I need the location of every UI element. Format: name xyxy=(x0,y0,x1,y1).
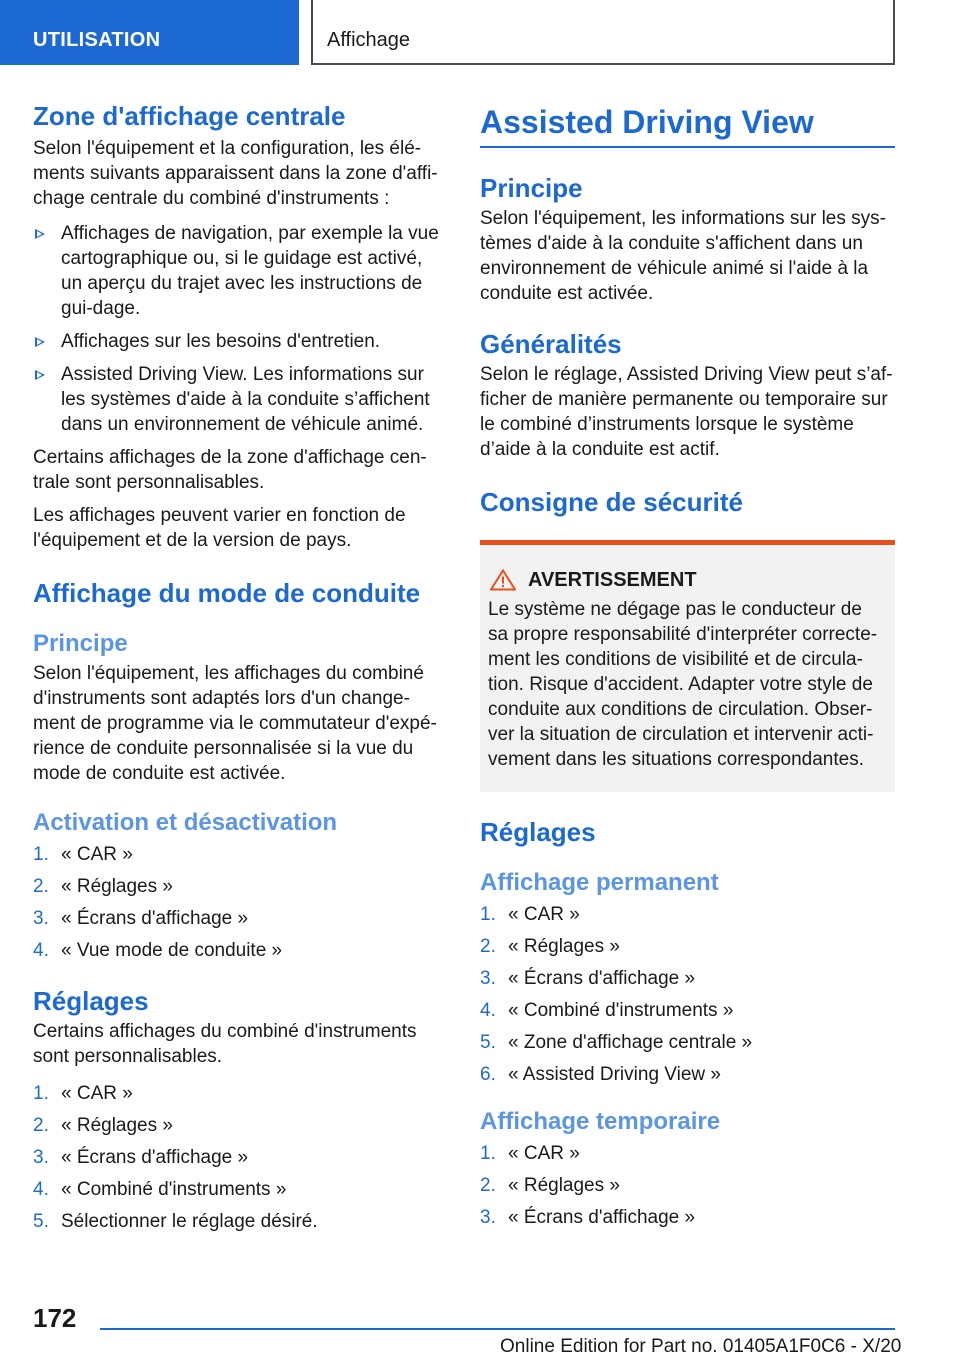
header-section-tab xyxy=(0,0,299,65)
warning-triangle-icon xyxy=(490,569,516,591)
adv-title: Assisted Driving View xyxy=(480,100,895,148)
header-chapter-label: Affichage xyxy=(327,29,411,51)
triangle-bullet-icon xyxy=(35,337,45,347)
list-item: 4. « Combiné d'instruments » xyxy=(33,1179,287,1200)
triangle-bullet-icon xyxy=(35,370,45,380)
page-number: 172 xyxy=(33,1303,77,1333)
list-item: 2. « Réglages » xyxy=(33,1115,173,1136)
list-item: 3. « Écrans d'affichage » xyxy=(33,908,249,929)
zone-title: Zone d'affichage centrale xyxy=(33,101,346,131)
reglages-steps xyxy=(33,1081,448,1234)
zone-paragraph-2: Certains affichages de la zone d'affichage cen-trale sont personnalisables. xyxy=(33,447,427,493)
list-item: 6. « Assisted Driving View » xyxy=(480,1064,721,1085)
right-reglages-title: Réglages xyxy=(480,817,596,847)
list-item: Affichages de navigation, par exemple la vue cartographique ou, si le guidage est activé, un aperçu du trajet avec les instructions de gui-dage. xyxy=(33,221,448,321)
warning-label: AVERTISSEMENT xyxy=(528,569,697,591)
activation-title: Activation et désactivation xyxy=(33,809,338,836)
list-item: 3. « Écrans d'affichage » xyxy=(480,968,696,989)
temporaire-steps xyxy=(480,1141,895,1230)
triangle-bullet-icon xyxy=(35,229,45,239)
list-item: 3. « Écrans d'affichage » xyxy=(33,1147,249,1168)
list-item: 2. « Réglages » xyxy=(480,936,620,957)
zone-items-list xyxy=(33,221,448,437)
list-item: 2. « Réglages » xyxy=(33,876,173,897)
reglages-text: Certains affichages du combiné d'instruments sont personnalisables. xyxy=(33,1021,417,1067)
consigne-title: Consigne de sécurité xyxy=(480,487,743,517)
mode-principe-title: Principe xyxy=(33,630,128,657)
zone-intro: Selon l'équipement et la configuration, les élé-ments suivants apparaissent dans la zone d'affi-chage centrale du combiné d'instruments : xyxy=(33,138,438,209)
adv-principe-text: Selon l'équipement, les informations sur les sys-tèmes d'aide à la conduite s'affichent dans un environnement de véhicule animé si l'aide à la conduite est activée. xyxy=(480,208,886,304)
header-chapter-box xyxy=(311,0,895,65)
adv-principe-title: Principe xyxy=(480,173,583,203)
right-column xyxy=(480,100,895,1237)
warning-box xyxy=(480,540,895,792)
list-item: Affichages sur les besoins d'entretien. xyxy=(33,329,448,354)
temporaire-title: Affichage temporaire xyxy=(480,1108,721,1135)
list-item: 4. « Vue mode de conduite » xyxy=(33,940,283,961)
list-item: 4. « Combiné d'instruments » xyxy=(480,1000,734,1021)
left-column xyxy=(33,100,448,1241)
list-item: Assisted Driving View. Les informations sur les systèmes d'aide à la conduite s’affichent dans un environnement de véhicule animé. xyxy=(33,362,448,437)
header-section-label: UTILISATION xyxy=(33,29,161,51)
mode-title: Affichage du mode de conduite xyxy=(33,578,421,608)
warning-header xyxy=(488,567,887,593)
zone-paragraph-3: Les affichages peuvent varier en fonction de l'équipement et de la version de pays. xyxy=(33,505,406,551)
list-item: 1. « CAR » xyxy=(480,1143,580,1164)
permanent-title: Affichage permanent xyxy=(480,869,719,896)
generalites-title: Généralités xyxy=(480,329,622,359)
mode-principe-text: Selon l'équipement, les affichages du combiné d'instruments sont adaptés lors d'un change-ment de programme via le commutateur d'expé-rience de conduite personnalisée si la vue du mode de conduite est activée. xyxy=(33,663,437,784)
footer-edition: Online Edition for Part no. 01405A1F0C6 - X/20 xyxy=(500,1336,902,1357)
list-item: 5. « Zone d'affichage centrale » xyxy=(480,1032,753,1053)
list-item: 2. « Réglages » xyxy=(480,1175,620,1196)
list-item: 1. « CAR » xyxy=(33,1083,133,1104)
warning-text: Le système ne dégage pas le conducteur de sa propre responsabilité d'interpréter correcte-ment les conditions de visibilité et de circula-tion. Risque d'accident. Adapter votre style de conduite aux conditions de circulation. Obser-ver la situation de circulation et intervenir acti-vement dans les situations correspondantes. xyxy=(488,599,878,770)
permanent-steps xyxy=(480,902,895,1087)
reglages-title: Réglages xyxy=(33,986,149,1016)
list-item: 1. « CAR » xyxy=(480,904,580,925)
list-item: 5. Sélectionner le réglage désiré. xyxy=(33,1211,318,1232)
generalites-text: Selon le réglage, Assisted Driving View peut s’af-ficher de manière permanente ou temporaire sur le combiné d’instruments lorsque le système d’aide à la conduite est actif. xyxy=(480,364,893,460)
footer-divider xyxy=(100,1328,895,1330)
list-item: 3. « Écrans d'affichage » xyxy=(480,1207,696,1228)
activation-steps xyxy=(33,842,448,963)
list-item: 1. « CAR » xyxy=(33,844,133,865)
